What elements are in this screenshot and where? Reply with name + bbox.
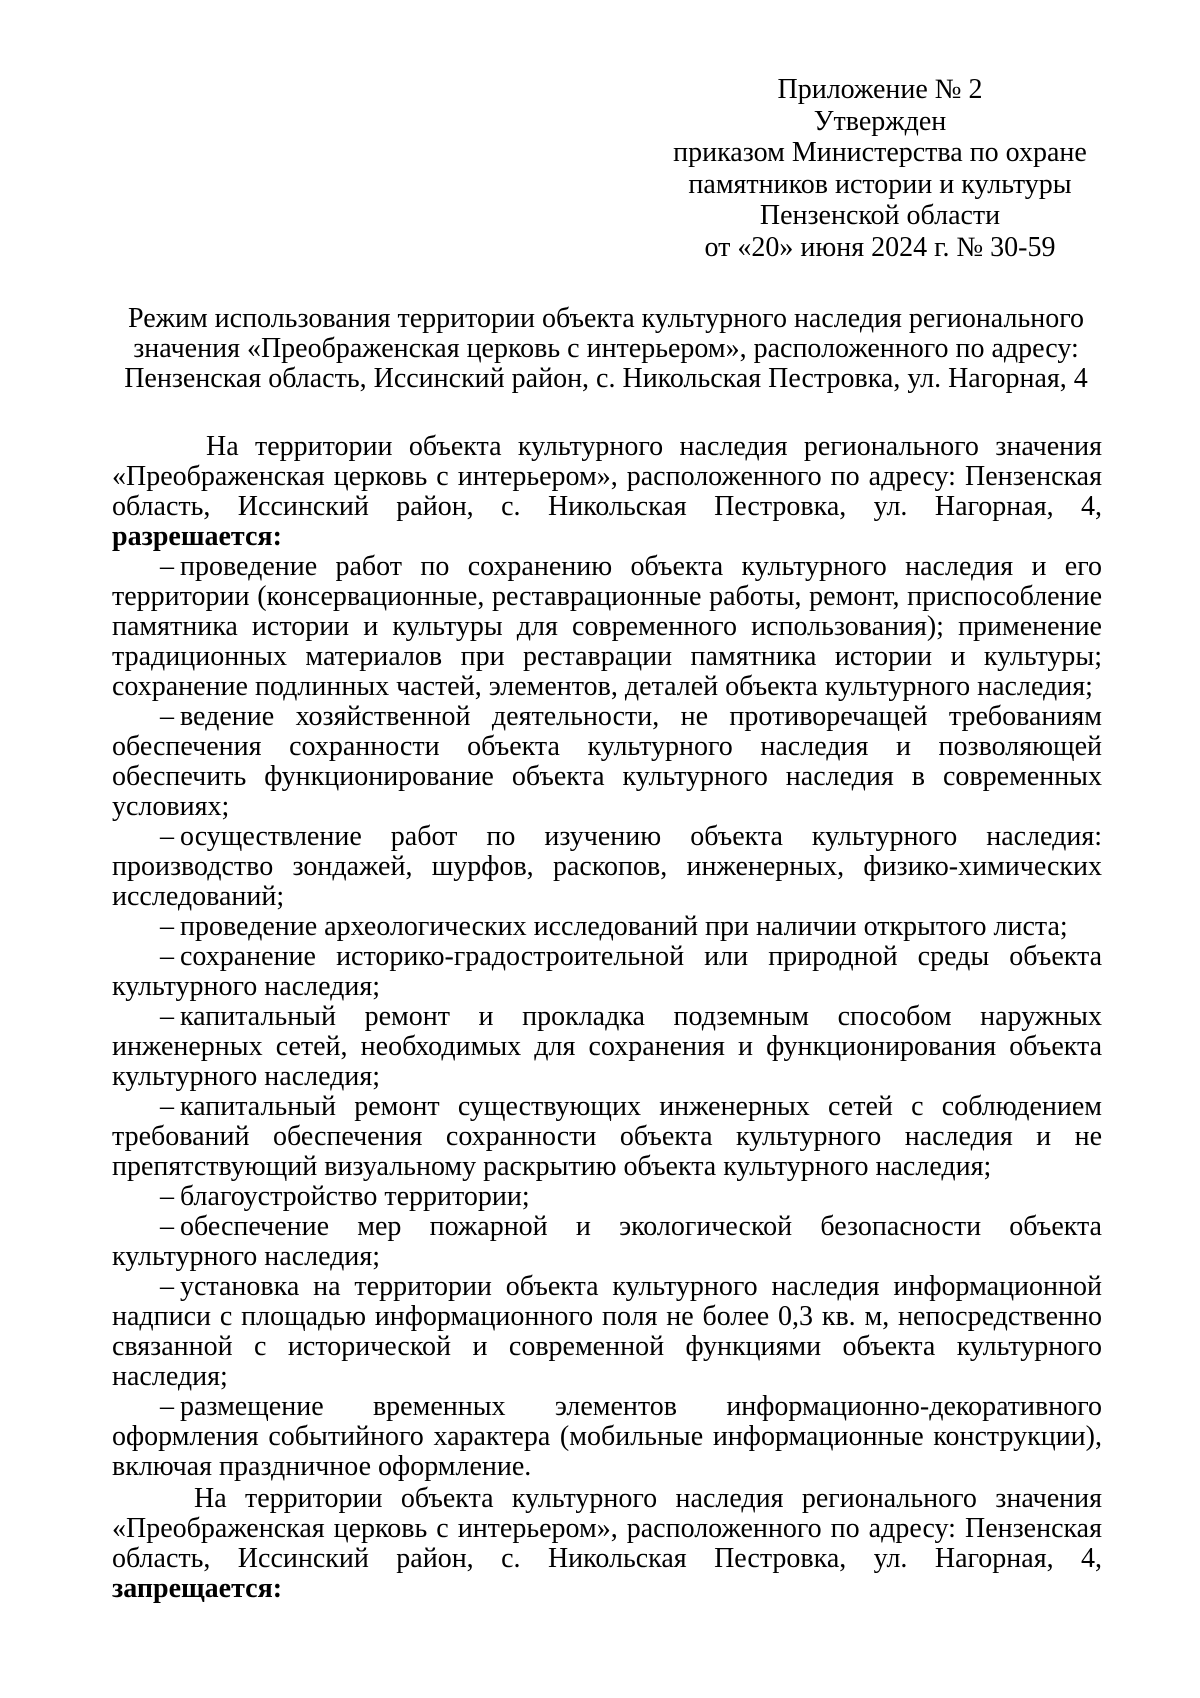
allowed-item-text: проведение археологических исследований при наличии открытого листа; (180, 911, 1068, 942)
outro-paragraph (112, 1484, 1102, 1604)
intro-emphasis: разрешается: (112, 521, 282, 552)
allowed-item-text: размещение временных элементов информационно-декоративного оформления событийного характера (мобильные информационные конструкции), включая праздничное оформление. (112, 1391, 1102, 1482)
dash-marker: – (160, 1091, 174, 1122)
allowed-item-text: проведение работ по сохранению объекта культурного наследия и его территории (консервационные, реставрационные работы, ремонт, приспособление памятника истории и культуры для современного использования); применение традиционных материалов при реставрации памятника истории и культуры; сохранение подлинных частей, элементов, деталей объекта культурного наследия; (112, 551, 1102, 702)
dash-marker: – (160, 1181, 174, 1212)
dash-marker: – (160, 551, 174, 582)
intro-text: На территории объекта культурного наследия регионального значения «Преображенская церковь с интерьером», расположенного по адресу: Пензенская область, Иссинский район, с. Никольская Пестровка, ул. Нагорная, 4, (112, 431, 1102, 522)
title-line: значения «Преображенская церковь с интерьером», расположенного по адресу: (133, 333, 1079, 364)
allowed-item (112, 702, 1102, 822)
allowed-item (112, 1272, 1102, 1392)
allowed-item (112, 822, 1102, 912)
dash-marker: – (160, 1391, 174, 1422)
outro-text: На территории объекта культурного наследия регионального значения «Преображенская церковь с интерьером», расположенного по адресу: Пензенская область, Иссинский район, с. Никольская Пестровка, ул. Нагорная, 4, (112, 1483, 1102, 1574)
dash-marker: – (160, 1001, 174, 1032)
allowed-item (112, 912, 1102, 942)
document-title (112, 304, 1100, 394)
allowed-item-text: осуществление работ по изучению объекта культурного наследия: производство зондажей, шурфов, раскопов, инженерных, физико-химических исследований; (112, 821, 1102, 912)
allowed-item-text: благоустройство территории; (180, 1181, 530, 1212)
approval-stamp-block (620, 74, 1140, 263)
allowed-item-text: установка на территории объекта культурного наследия информационной надписи с площадью информационного поля не более 0,3 кв. м, непосредственно связанной с исторической и современной функциями объекта культурного наследия; (112, 1271, 1102, 1392)
dash-marker: – (160, 701, 174, 732)
document-body (112, 432, 1102, 1604)
allowed-item (112, 552, 1102, 702)
approval-line: Утвержден (813, 105, 947, 137)
dash-marker: – (160, 911, 174, 942)
allowed-item-text: сохранение историко-градостроительной или природной среды объекта культурного наследия; (112, 941, 1102, 1002)
allowed-item-text: капитальный ремонт и прокладка подземным способом наружных инженерных сетей, необходимых для сохранения и функционирования объекта культурного наследия; (112, 1001, 1102, 1092)
allowed-item (112, 1002, 1102, 1092)
dash-marker: – (160, 1211, 174, 1242)
allowed-item (112, 942, 1102, 1002)
allowed-item (112, 1182, 1102, 1212)
dash-marker: – (160, 1271, 174, 1302)
dash-marker: – (160, 941, 174, 972)
allowed-item-text: обеспечение мер пожарной и экологической безопасности объекта культурного наследия; (112, 1211, 1102, 1272)
allowed-item (112, 1392, 1102, 1482)
allowed-item (112, 1092, 1102, 1182)
outro-emphasis: запрещается: (112, 1573, 283, 1604)
dash-marker: – (160, 821, 174, 852)
approval-line: приказом Министерства по охране (673, 137, 1087, 168)
title-line: Пензенская область, Иссинский район, с. Никольская Пестровка, ул. Нагорная, 4 (124, 363, 1088, 394)
approval-line: памятников истории и культуры (688, 168, 1072, 200)
allowed-item (112, 1212, 1102, 1272)
approval-line: Приложение № 2 (777, 74, 983, 105)
approval-line: Пензенской области (759, 200, 1001, 231)
approval-line: от «20» июня 2024 г. № 30-59 (704, 231, 1056, 263)
title-line: Режим использования территории объекта культурного наследия регионального (128, 303, 1084, 334)
intro-paragraph (112, 432, 1102, 552)
allowed-item-text: капитальный ремонт существующих инженерных сетей с соблюдением требований обеспечения сохранности объекта культурного наследия и не препятствующий визуальному раскрытию объекта культурного наследия; (112, 1091, 1102, 1182)
allowed-item-text: ведение хозяйственной деятельности, не противоречащей требованиям обеспечения сохранности объекта культурного наследия и позволяющей обеспечить функционирование объекта культурного наследия в современных условиях; (112, 701, 1102, 822)
